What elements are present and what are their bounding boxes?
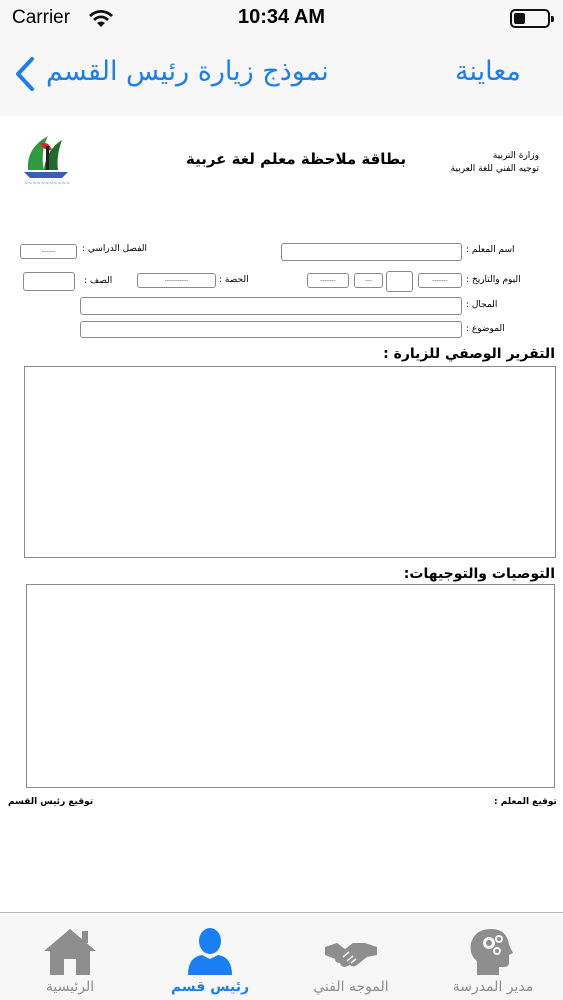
day-date-label: اليوم والتاريخ :: [466, 275, 521, 285]
preview-button[interactable]: معاينة: [455, 56, 521, 87]
semester-field[interactable]: ------: [20, 244, 77, 259]
carrier-label: Carrier: [12, 7, 71, 28]
form-title: بطاقة ملاحظة معلم لغة عربية: [186, 150, 407, 168]
tab-school-principal[interactable]: [423, 913, 563, 1000]
recommendations-heading: التوصيات والتوجيهات:: [403, 566, 555, 582]
handshake-icon: [323, 925, 379, 977]
head-gears-icon: [465, 925, 521, 977]
tab-label-supervisor: الموجه الفني: [313, 979, 389, 995]
battery-icon: [510, 9, 550, 28]
teacher-name-label: اسم المعلم :: [466, 245, 515, 255]
ministry-header: [451, 150, 539, 176]
back-chevron-icon[interactable]: [14, 56, 36, 96]
date-separator-field[interactable]: [386, 271, 413, 292]
class-label: الصف :: [84, 276, 113, 286]
teacher-signature-label: توقيع المعلم :: [494, 797, 557, 807]
head-signature-label: توقيع رئيس القسم: [8, 797, 94, 807]
ministry-line-2: توجيه الفني للغة العربية: [450, 164, 539, 174]
date-day-field[interactable]: -------: [418, 273, 462, 288]
ministry-line-1: وزارة التربية: [492, 151, 539, 161]
topic-label: الموضوع :: [466, 324, 505, 334]
tab-label-home: الرئيسية: [45, 979, 95, 995]
date-month-field[interactable]: ---: [354, 273, 383, 288]
status-bar: [0, 0, 563, 40]
tab-department-head[interactable]: [140, 913, 280, 1000]
tab-label-principal: مدير المدرسة: [452, 979, 534, 995]
report-heading: التقرير الوصفي للزيارة :: [383, 346, 555, 362]
field-label: المجال :: [466, 300, 498, 310]
topic-input[interactable]: [80, 321, 462, 338]
tab-technical-supervisor[interactable]: [281, 913, 421, 1000]
tab-home[interactable]: [0, 913, 140, 1000]
teacher-name-field[interactable]: [281, 243, 462, 261]
ministry-logo-icon: [18, 130, 76, 190]
svg-text:~~~~~~~~~~~: ~~~~~~~~~~~: [23, 181, 71, 187]
report-textarea[interactable]: [24, 366, 556, 558]
tab-label-head: رئيس قسم: [170, 979, 250, 995]
person-icon: [182, 925, 238, 977]
period-label: الحصة :: [219, 275, 249, 285]
semester-label: الفصل الدراسي :: [82, 244, 148, 254]
recommendations-textarea[interactable]: [26, 584, 555, 788]
visit-form: [0, 116, 563, 912]
date-year-field[interactable]: -------: [307, 273, 349, 288]
field-input[interactable]: [80, 297, 462, 315]
back-button-title[interactable]: نموذج زيارة رئيس القسم: [46, 56, 329, 87]
class-field[interactable]: [23, 272, 75, 291]
navigation-bar: [0, 40, 563, 116]
clock: 10:34 AM: [237, 6, 326, 28]
tab-bar: [0, 912, 563, 1000]
period-field[interactable]: -----------: [137, 273, 216, 288]
home-icon: [42, 925, 98, 977]
